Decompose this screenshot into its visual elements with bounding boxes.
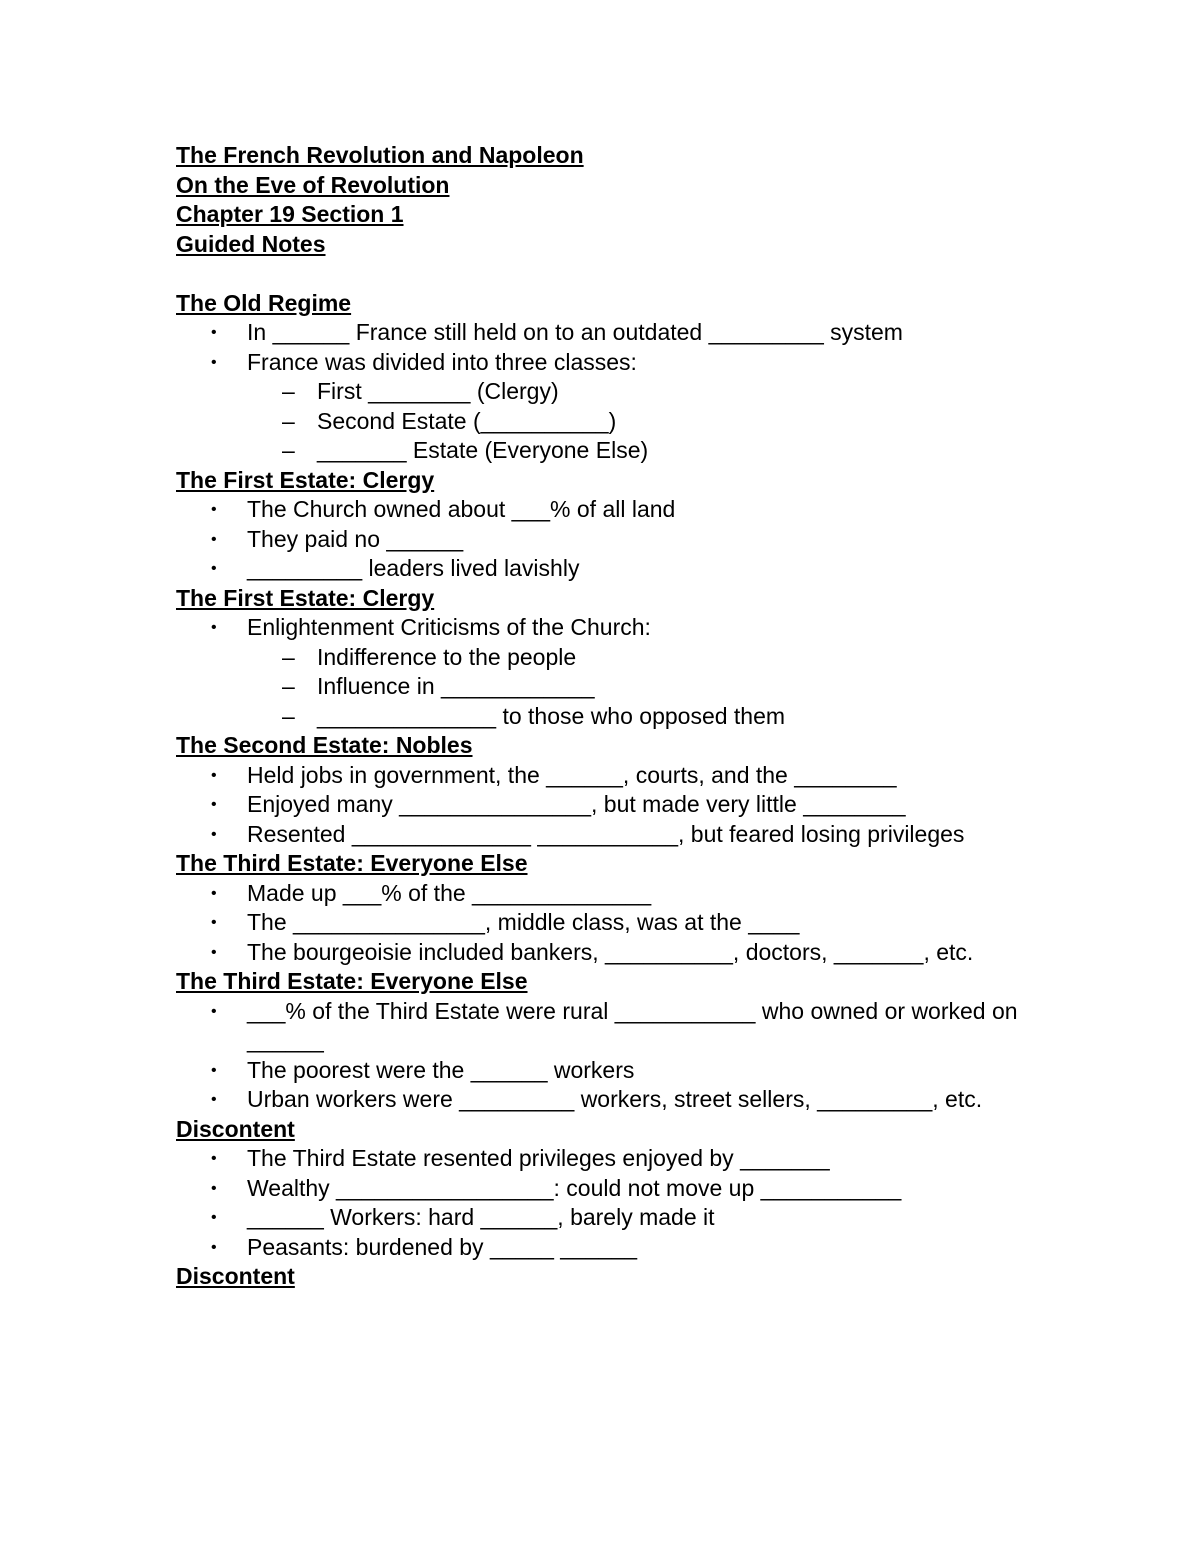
item-text: Urban workers were _________ workers, street sellers, _________, etc. (247, 1086, 983, 1112)
sub-item (176, 643, 1036, 673)
section-heading: The Third Estate: Everyone Else (176, 968, 528, 994)
list-item (176, 1203, 1036, 1233)
item-text: Wealthy _________________: could not move up ___________ (247, 1174, 902, 1201)
section-discontent-a (176, 1115, 1036, 1263)
bullet-icon: • (211, 501, 217, 518)
section-third-estate-a (176, 849, 1036, 967)
section-heading: The First Estate: Clergy (176, 466, 435, 493)
item-text: The Church owned about ___% of all land (247, 496, 676, 522)
dash-icon: – (282, 378, 295, 404)
list-item (176, 613, 1036, 643)
list-item (176, 1056, 1036, 1086)
bullet-list (176, 1144, 1036, 1262)
list-item (176, 318, 1036, 348)
list-item (176, 495, 1036, 525)
item-text: In ______ France still held on to an outdated _________ system (247, 319, 903, 345)
sub-item-text: Indifference to the people (317, 643, 577, 670)
dash-icon: – (282, 407, 295, 434)
item-text: Enjoyed many _______________, but made very little ________ (247, 791, 906, 817)
bullet-list (176, 997, 1036, 1115)
item-text: They paid no ______ (247, 525, 464, 552)
bullet-icon: • (211, 914, 217, 931)
bullet-list (176, 613, 1036, 643)
sub-item-text: First ________ (Clergy) (317, 378, 559, 404)
list-item (176, 554, 1036, 584)
section-heading: Discontent (176, 1263, 295, 1289)
bullet-icon: • (211, 1179, 217, 1197)
item-text: France was divided into three classes: (247, 348, 637, 375)
section-third-estate-b (176, 967, 1036, 1115)
bullet-icon: • (211, 825, 217, 843)
bullet-list (176, 879, 1036, 968)
sub-list (176, 377, 1036, 466)
bullet-icon: • (211, 1061, 217, 1079)
sub-item-text: _______ Estate (Everyone Else) (317, 437, 649, 463)
bullet-icon: • (211, 353, 217, 371)
bullet-icon: • (211, 324, 217, 341)
bullet-icon: • (211, 766, 217, 784)
list-item (176, 790, 1036, 820)
bullet-icon: • (211, 530, 217, 548)
list-item (176, 348, 1036, 378)
doc-title: The French Revolution and Napoleon (176, 142, 584, 168)
guided-notes-document (176, 141, 1036, 1292)
item-text: The bourgeoisie included bankers, __________, doctors, _______, etc. (247, 938, 974, 965)
bullet-icon: • (211, 884, 217, 902)
bullet-icon: • (211, 1002, 217, 1020)
bullet-icon: • (211, 1091, 217, 1108)
sub-item (176, 672, 1036, 702)
bullet-list (176, 495, 1036, 584)
item-text: Enlightenment Criticisms of the Church: (247, 614, 651, 640)
dash-icon: – (282, 673, 295, 699)
sub-item-text: Influence in ____________ (317, 673, 595, 699)
bullet-icon: • (211, 1209, 217, 1226)
section-discontent-b (176, 1262, 1036, 1292)
list-item (176, 879, 1036, 909)
list-item (176, 1174, 1036, 1204)
item-text: The Third Estate resented privileges enjoyed by _______ (247, 1145, 830, 1171)
section-heading: Discontent (176, 1115, 295, 1142)
doc-type: Guided Notes (176, 230, 326, 257)
section-first-estate-b (176, 584, 1036, 732)
sub-list (176, 643, 1036, 732)
spacer (176, 259, 1036, 289)
section-old-regime (176, 289, 1036, 466)
item-text: Held jobs in government, the ______, courts, and the ________ (247, 761, 897, 788)
item-text: _________ leaders lived lavishly (247, 555, 580, 581)
dash-icon: – (282, 643, 295, 670)
bullet-icon: • (211, 1150, 217, 1167)
item-text: Resented ______________ ___________, but feared losing privileges (247, 820, 965, 847)
item-text: ___% of the Third Estate were rural ___________ who owned or worked on ______ (247, 997, 1018, 1053)
dash-icon: – (282, 702, 295, 729)
sub-item-text: Second Estate (__________) (317, 407, 617, 434)
bullet-icon: • (211, 619, 217, 636)
sub-item (176, 407, 1036, 437)
item-text: The _______________, middle class, was at the ____ (247, 909, 800, 935)
bullet-icon: • (211, 943, 217, 961)
bullet-icon: • (211, 560, 217, 577)
list-item (176, 908, 1036, 938)
item-text: Peasants: burdened by _____ ______ (247, 1233, 638, 1260)
sub-item (176, 702, 1036, 732)
item-text: Made up ___% of the ______________ (247, 879, 652, 906)
dash-icon: – (282, 437, 295, 463)
item-text: ______ Workers: hard ______, barely made it (247, 1204, 715, 1230)
bullet-icon: • (211, 796, 217, 813)
section-second-estate (176, 731, 1036, 849)
sub-item (176, 377, 1036, 407)
bullet-list (176, 318, 1036, 377)
list-item (176, 997, 1036, 1056)
bullet-list (176, 761, 1036, 850)
section-heading: The Second Estate: Nobles (176, 732, 473, 758)
title-block (176, 141, 1036, 259)
section-heading: The Old Regime (176, 289, 352, 316)
list-item (176, 1085, 1036, 1115)
list-item (176, 761, 1036, 791)
doc-subtitle: On the Eve of Revolution (176, 171, 450, 198)
sub-item (176, 436, 1036, 466)
list-item (176, 1144, 1036, 1174)
list-item (176, 820, 1036, 850)
list-item (176, 938, 1036, 968)
section-first-estate-a (176, 466, 1036, 584)
list-item (176, 1233, 1036, 1263)
item-text: The poorest were the ______ workers (247, 1056, 635, 1083)
section-heading: The First Estate: Clergy (176, 584, 435, 611)
doc-chapter: Chapter 19 Section 1 (176, 201, 404, 227)
list-item (176, 525, 1036, 555)
section-heading: The Third Estate: Everyone Else (176, 850, 528, 876)
bullet-icon: • (211, 1238, 217, 1256)
sub-item-text: ______________ to those who opposed them (317, 702, 786, 729)
